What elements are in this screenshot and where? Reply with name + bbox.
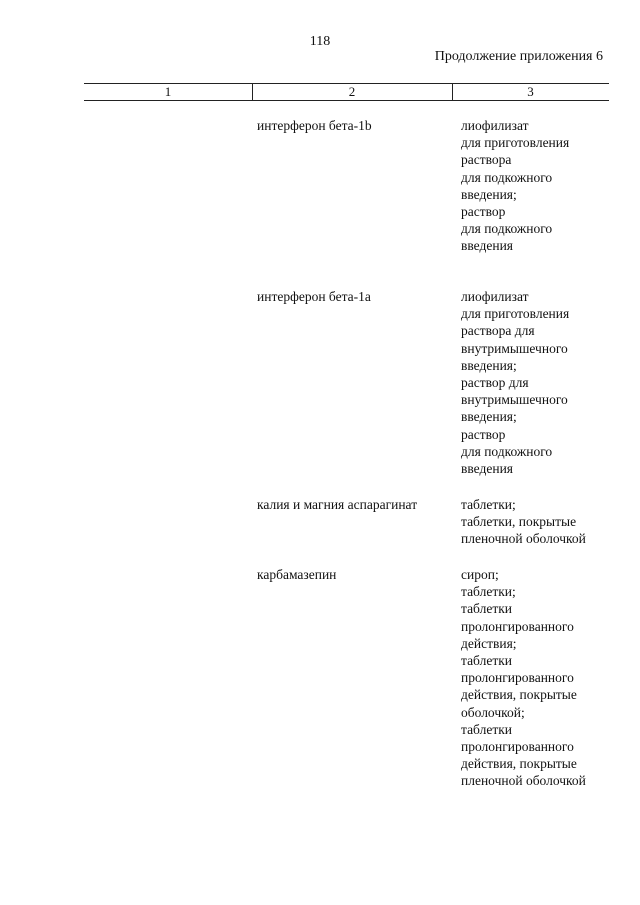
form-line: раствор для [461,375,529,391]
form-line: для приготовления [461,135,570,151]
form-line: введения [461,461,514,477]
form-line: для подкожного [461,443,553,459]
form-line: для приготовления [461,306,570,322]
form-line: лиофилизат [461,289,529,304]
form-line: действия, покрытые [461,687,577,703]
drug-name: интерферон бета-1b [257,118,372,133]
form-line: пролонгированного [461,618,574,634]
form-line: действия, покрытые [461,756,577,772]
form-line: раствор [461,204,506,220]
form-line: раствора для [461,323,535,339]
form-line: оболочкой; [461,704,525,720]
form-line: таблетки [461,653,513,669]
form-line: введения; [461,357,517,373]
form-line: таблетки; [461,497,516,512]
form-line: пленочной оболочкой [461,773,586,789]
form-line: таблетки [461,721,513,737]
form-line: пролонгированного [461,739,574,755]
header-bottom-rule [84,100,609,101]
column-heading-3: 3 [527,84,534,99]
drug-name: интерферон бета-1a [257,289,371,304]
column-heading-1: 1 [164,84,172,99]
form-line: таблетки [461,601,513,617]
drug-name: карбамазепин [257,567,337,582]
form-line: пролонгированного [461,670,574,686]
form-line: раствора [461,152,512,168]
dosage-forms [461,117,569,255]
form-line: лиофилизат [461,118,529,133]
form-line: таблетки, покрытые [461,514,577,530]
form-line: раствор [461,426,506,442]
form-line: для подкожного [461,221,553,237]
form-line: введения; [461,409,517,425]
form-line: для подкожного [461,169,553,185]
column-heading-2: 2 [348,84,356,99]
form-line: внутримышечного [461,392,568,408]
form-line: пленочной оболочкой [461,531,586,547]
dosage-forms [461,496,586,548]
form-line: действия; [461,635,517,651]
form-line: введения [461,238,514,254]
page-number: 118 [309,34,331,49]
drug-name: калия и магния аспарагинат [257,497,418,512]
form-line: внутримышечного [461,340,568,356]
form-line: сироп; [461,567,499,582]
continuation-caption: Продолжение приложения 6 [434,49,603,64]
dosage-forms [461,288,569,477]
form-line: введения; [461,186,517,202]
dosage-forms [461,566,586,790]
form-line: таблетки; [461,584,516,600]
